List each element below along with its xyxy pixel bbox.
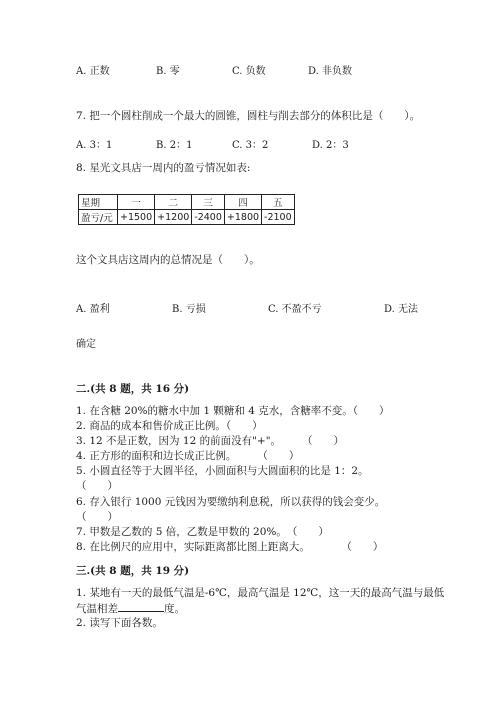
tf-item-2: 2. 商品的成本和售价成正比例。（ ） [76, 420, 263, 432]
fill-q2: 2. 读写下面各数。 [76, 617, 163, 629]
q7-option-c: C. 3：2 [232, 140, 269, 151]
q8-text: 8. 星光文具店一周内的盈亏情况如表: [76, 162, 251, 174]
q8-option-d-wrap: 确定 [76, 339, 96, 350]
table-header-row [79, 195, 295, 210]
tf-item-6-wrap: （ ） [76, 511, 118, 523]
q6-option-c: C. 负数 [232, 66, 266, 77]
q8-option-a: A. 盈利 [76, 304, 110, 315]
fill-q1-pre: 气温相差 [76, 603, 118, 615]
q8-option-d: D. 无法 [384, 304, 419, 315]
q8-option-c: C. 不盈不亏 [268, 304, 322, 315]
q6-option-b: B. 零 [156, 66, 180, 77]
tf-item-7: 7. 甲数是乙数的 5 倍，乙数是甲数的 20%。 （ ） [76, 526, 329, 538]
q6-option-d: D. 非负数 [308, 66, 353, 77]
table-cell: 五 [262, 195, 295, 210]
table-cell: 三 [192, 195, 225, 210]
q8-question: 这个文具店这周内的总情况是（ ）。 [76, 254, 260, 266]
fill-q1-line2 [76, 601, 185, 617]
tf-item-3: 3. 12 不是正数，因为 12 的前面没有"+"。 （ ） [76, 435, 345, 447]
table-cell: 星期 [79, 195, 118, 210]
q6-option-a: A. 正数 [76, 66, 110, 77]
table-cell: +1200 [155, 210, 192, 225]
table-cell: 四 [224, 195, 261, 210]
fill-q1-post: 度。 [164, 603, 185, 615]
section-2-title: 二.(共 8 题，共 16 分) [76, 383, 190, 395]
table-cell: -2100 [262, 210, 295, 225]
tf-item-8: 8. 在比例尺的应用中，实际距离都比图上距离大。 （ ） [76, 541, 384, 553]
profit-loss-table [78, 194, 295, 225]
q7-option-b: B. 2：1 [156, 140, 193, 151]
table-cell: 二 [155, 195, 192, 210]
tf-item-5-wrap: （ ） [76, 480, 118, 492]
table-cell: 一 [118, 195, 155, 210]
tf-item-1: 1. 在含糖 20%的糖水中加 1 颗糖和 4 克水，含糖率不变。（ ） [76, 405, 390, 417]
q7-text: 7. 把一个圆柱削成一个最大的圆锥，圆柱与削去部分的体积比是（ ）。 [76, 110, 421, 122]
answer-blank[interactable] [118, 601, 164, 612]
q7-option-a: A. 3：1 [76, 140, 113, 151]
table-cell: +1500 [118, 210, 155, 225]
tf-item-6: 6. 存入银行 1000 元钱因为要缴纳利息税，所以获得的钱会变少。 [76, 496, 386, 508]
q8-option-b: B. 亏损 [172, 304, 206, 315]
table-cell: 盈亏/元 [79, 210, 118, 225]
table-row [79, 210, 295, 225]
tf-item-5: 5. 小圆直径等于大圆半径，小圆面积与大圆面积的比是 1：2。 [76, 465, 369, 477]
section-3-title: 三.(共 8 题，共 19 分) [76, 565, 190, 577]
q7-option-d: D. 2：3 [312, 140, 349, 151]
fill-q1-line1: 1. 某地有一天的最低气温是-6℃，最高气温是 12℃，这一天的最高气温与最低 [76, 587, 445, 599]
table-cell: +1800 [224, 210, 261, 225]
tf-item-4: 4. 正方形的面积和边长成正比例。 （ ） [76, 450, 300, 462]
table-cell: -2400 [192, 210, 225, 225]
